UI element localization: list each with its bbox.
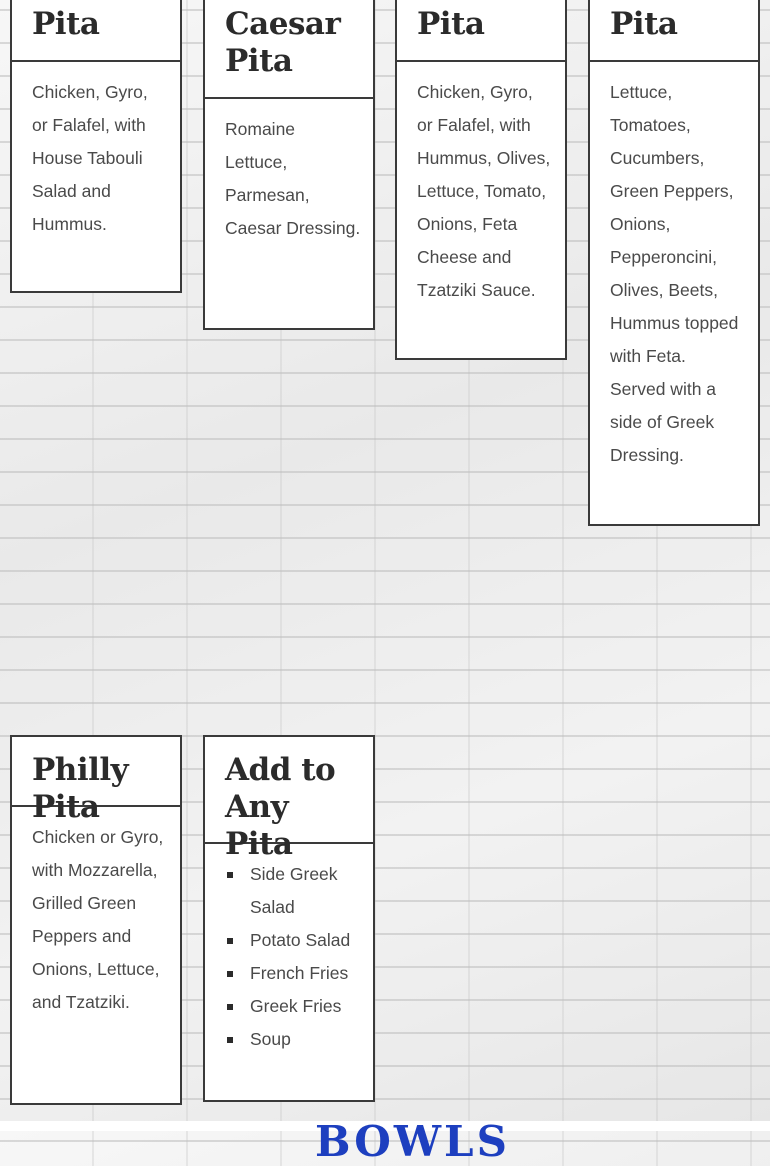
- menu-card-description: Romaine Lettuce, Parmesan, Caesar Dressing.: [225, 119, 361, 238]
- menu-card-description: Chicken or Gyro, with Mozzarella, Grilled Green Peppers and Onions, Lettuce, and Tzatziki.: [32, 827, 164, 1012]
- menu-card-title: Pita: [610, 6, 678, 42]
- section-heading-bowls: BOWLS: [315, 1117, 510, 1166]
- addon-item: Potato Salad: [225, 924, 361, 957]
- menu-card-philly-pita: [10, 735, 182, 1105]
- menu-card-header: [397, 0, 565, 62]
- menu-card-pita-3: [395, 0, 567, 360]
- menu-card-pita-4: [588, 0, 760, 526]
- menu-card-header: [12, 737, 180, 825]
- addon-item: Greek Fries: [225, 990, 361, 1023]
- menu-card-title: Add to Any Pita: [225, 752, 336, 862]
- menu-card-title: Caesar Pita: [225, 6, 341, 79]
- menu-card-title: Pita: [32, 6, 100, 42]
- menu-card-header: [12, 0, 180, 62]
- menu-card-pita: [10, 0, 182, 293]
- menu-card-header: [205, 737, 373, 862]
- addon-item: Side Greek Salad: [225, 858, 361, 924]
- addon-item: Soup: [225, 1023, 361, 1056]
- menu-card-addons: [205, 844, 373, 1100]
- addon-item: French Fries: [225, 957, 361, 990]
- addon-list: [225, 858, 361, 1056]
- menu-card-header: [205, 0, 373, 99]
- menu-card-caesar-pita: [203, 0, 375, 330]
- menu-card-description: Lettuce, Tomatoes, Cucumbers, Green Peppers, Onions, Pepperoncini, Olives, Beets, Hummus topped with Feta. Served with a side of Greek Dressing.: [610, 82, 739, 465]
- menu-card-description: Chicken, Gyro, or Falafel, with Hummus, Olives, Lettuce, Tomato, Onions, Feta Cheese and Tzatziki Sauce.: [417, 82, 551, 300]
- next-section-strip: [0, 1117, 770, 1166]
- menu-card-description: Chicken, Gyro, or Falafel, with House Tabouli Salad and Hummus.: [32, 82, 148, 234]
- menu-card-title: Pita: [417, 6, 485, 42]
- menu-card-add-to-any-pita: [203, 735, 375, 1102]
- menu-card-title: Philly Pita: [32, 752, 129, 825]
- menu-card-header: [590, 0, 758, 62]
